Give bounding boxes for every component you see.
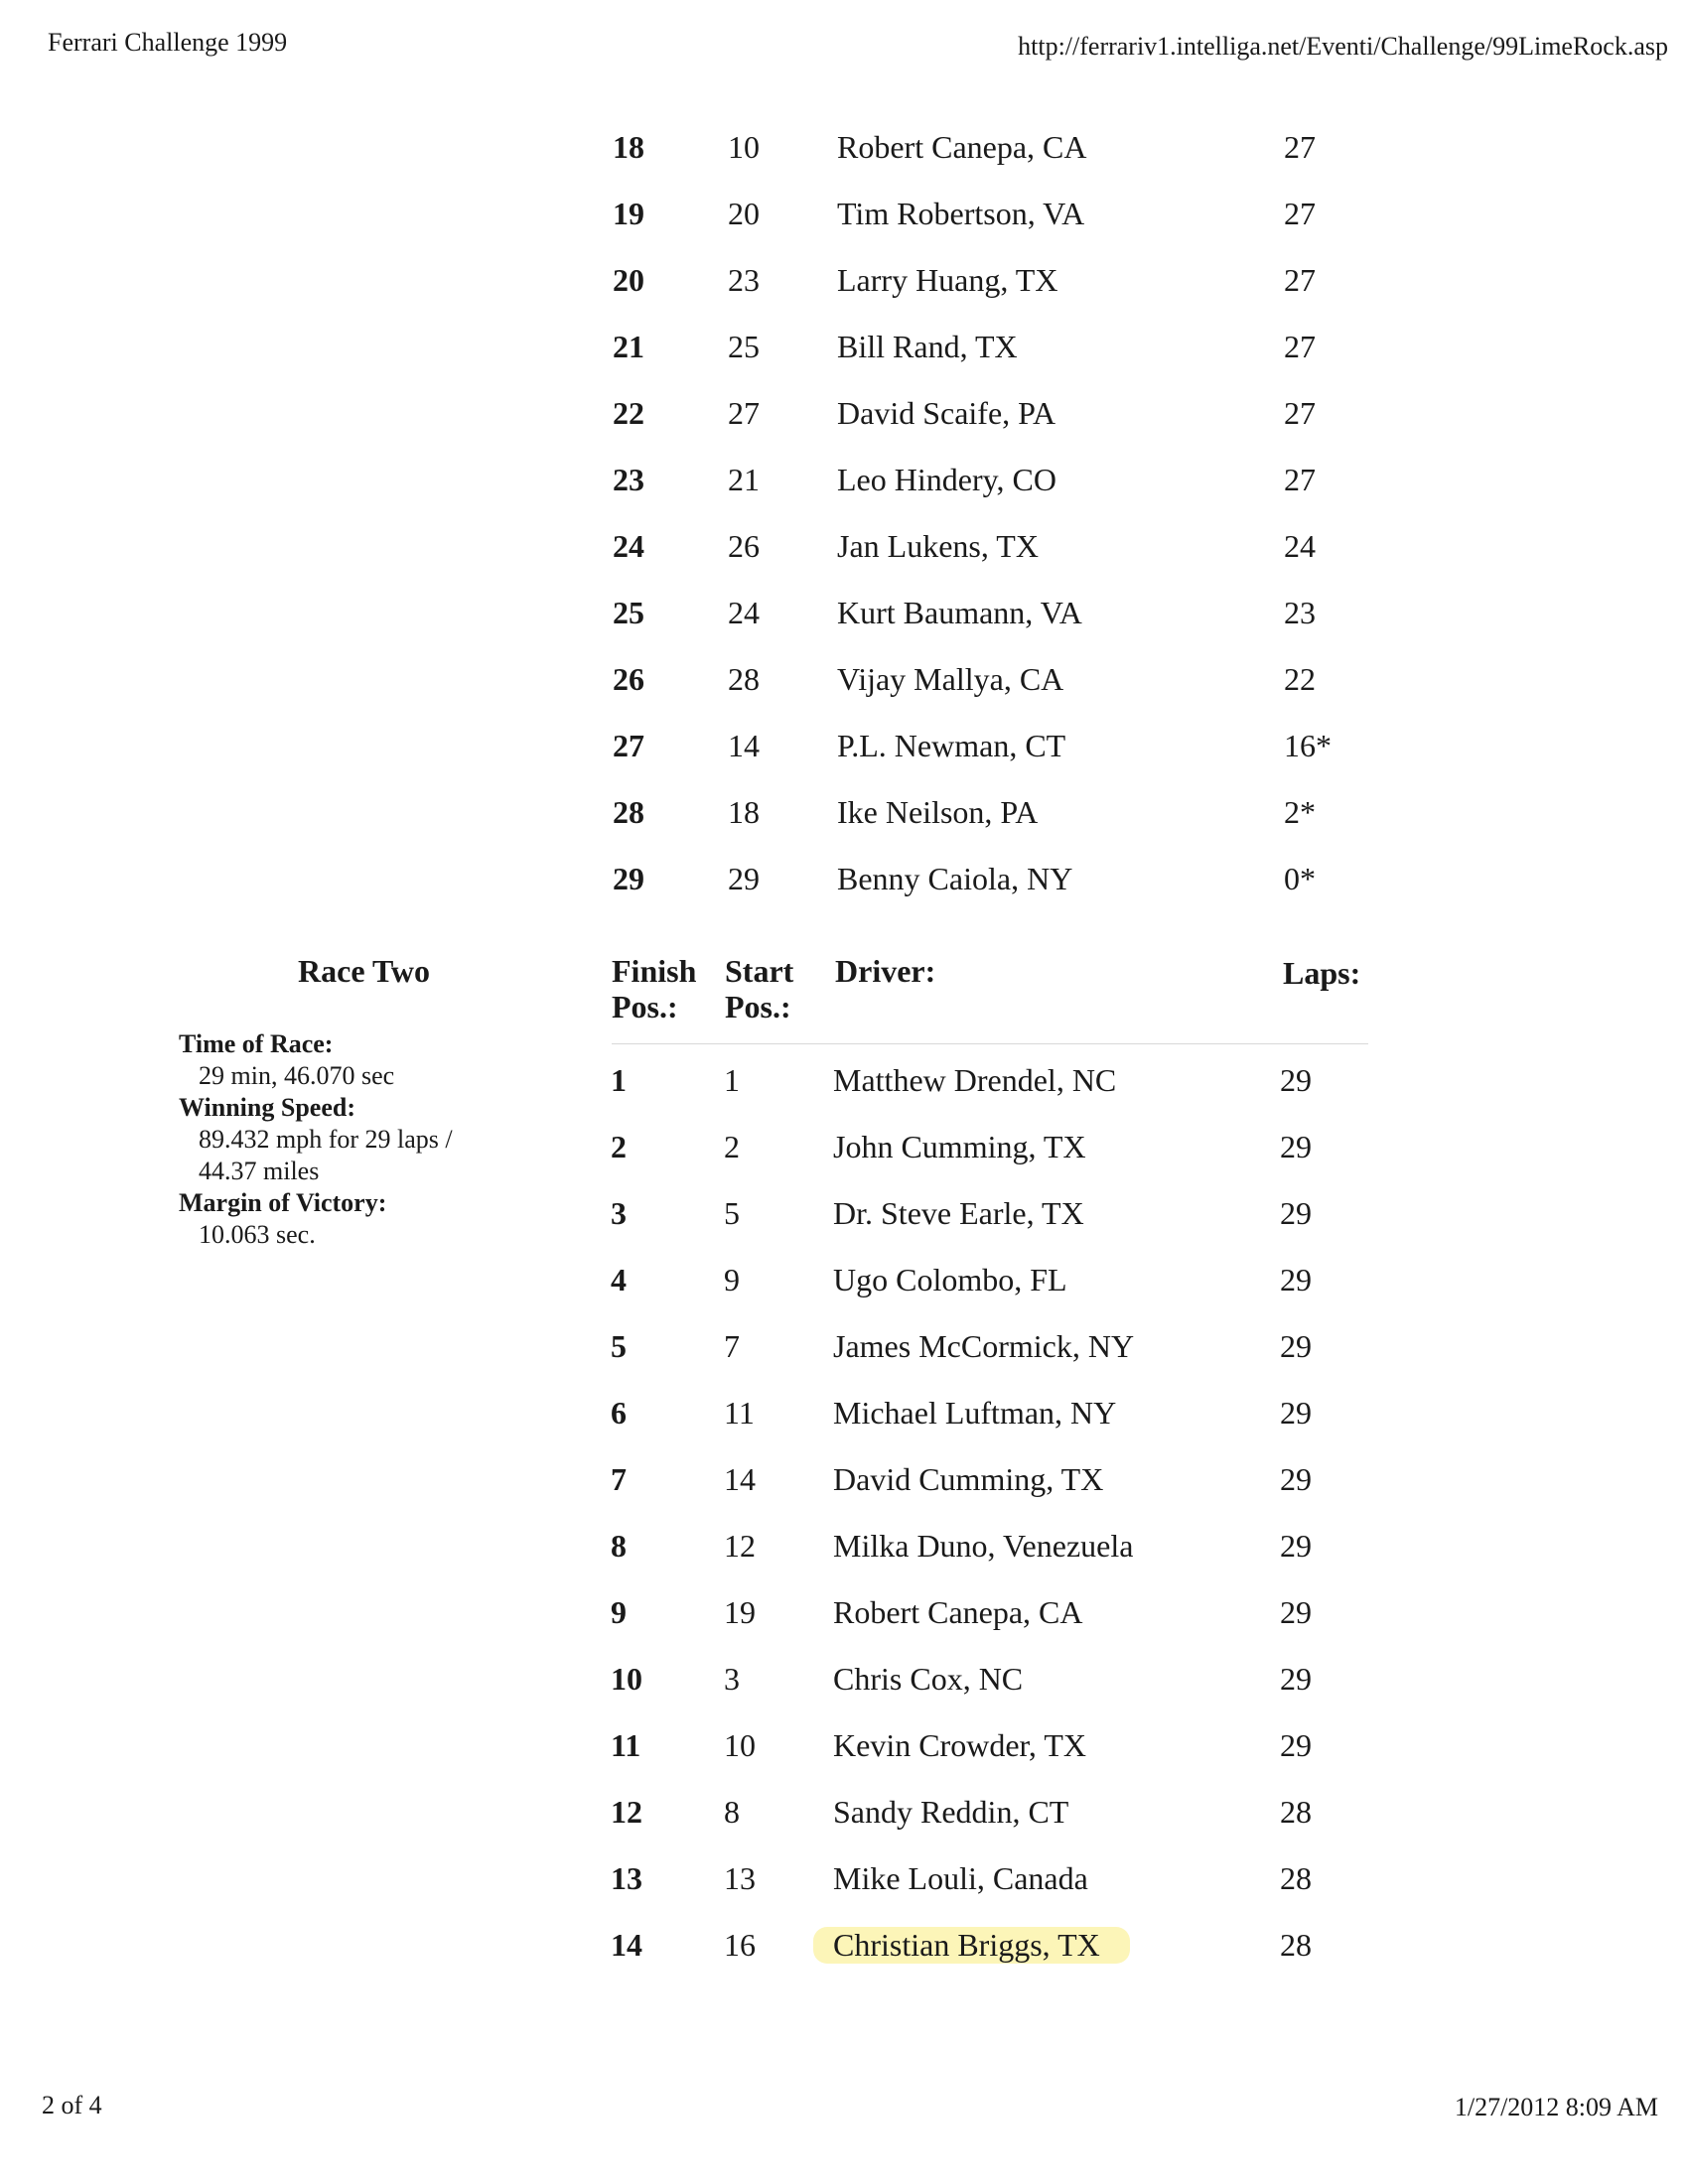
table-row	[0, 1062, 1688, 1128]
table-row	[0, 528, 1688, 594]
laps: 24	[1284, 528, 1316, 564]
laps: 29	[1280, 1129, 1312, 1164]
column-header-start-line2: Pos.:	[725, 989, 791, 1024]
driver-name: Ike Neilson, PA	[837, 794, 1039, 830]
start-pos: 29	[728, 861, 760, 896]
column-header-finish	[612, 953, 696, 1024]
column-header-start	[725, 953, 793, 1024]
finish-pos: 13	[611, 1860, 642, 1896]
start-pos: 20	[728, 196, 760, 231]
start-pos: 14	[724, 1461, 756, 1497]
table-row	[0, 1129, 1688, 1194]
finish-pos: 28	[613, 794, 644, 830]
header-divider	[612, 1043, 1368, 1044]
table-row	[0, 1528, 1688, 1593]
finish-pos: 10	[611, 1661, 642, 1697]
laps: 27	[1284, 395, 1316, 431]
column-header-laps: Laps:	[1283, 955, 1361, 991]
print-header-title: Ferrari Challenge 1999	[48, 28, 288, 57]
table-row	[0, 794, 1688, 860]
start-pos: 28	[728, 661, 760, 697]
laps: 27	[1284, 129, 1316, 165]
laps: 27	[1284, 329, 1316, 364]
margin-of-victory-value: 10.063 sec.	[199, 1220, 316, 1249]
driver-name: Mike Louli, Canada	[833, 1860, 1088, 1896]
driver-name: Dr. Steve Earle, TX	[833, 1195, 1084, 1231]
driver-name: Vijay Mallya, CA	[837, 661, 1064, 697]
margin-of-victory-label: Margin of Victory:	[179, 1188, 387, 1217]
laps: 29	[1280, 1594, 1312, 1630]
start-pos: 2	[724, 1129, 740, 1164]
start-pos: 12	[724, 1528, 756, 1564]
driver-name: Sandy Reddin, CT	[833, 1794, 1069, 1830]
start-pos: 26	[728, 528, 760, 564]
driver-name: Benny Caiola, NY	[837, 861, 1073, 896]
table-row	[0, 1262, 1688, 1327]
laps: 27	[1284, 196, 1316, 231]
table-row	[0, 1395, 1688, 1460]
column-header-driver: Driver:	[835, 953, 936, 989]
race-two-title: Race Two	[298, 953, 431, 989]
start-pos: 3	[724, 1661, 740, 1697]
finish-pos: 22	[613, 395, 644, 431]
table-row	[0, 1594, 1688, 1660]
start-pos: 10	[728, 129, 760, 165]
driver-name: Robert Canepa, CA	[837, 129, 1087, 165]
driver-name: Tim Robertson, VA	[837, 196, 1085, 231]
laps: 28	[1280, 1927, 1312, 1963]
start-pos: 21	[728, 462, 760, 497]
finish-pos: 23	[613, 462, 644, 497]
table-row	[0, 595, 1688, 660]
start-pos: 19	[724, 1594, 756, 1630]
table-row	[0, 196, 1688, 261]
finish-pos: 20	[613, 262, 644, 298]
start-pos: 24	[728, 595, 760, 630]
laps: 29	[1280, 1395, 1312, 1431]
laps: 2*	[1284, 794, 1316, 830]
finish-pos: 7	[611, 1461, 627, 1497]
finish-pos: 24	[613, 528, 644, 564]
laps: 29	[1280, 1661, 1312, 1697]
laps: 28	[1280, 1794, 1312, 1830]
laps: 28	[1280, 1860, 1312, 1896]
table-row	[0, 728, 1688, 793]
laps: 29	[1280, 1328, 1312, 1364]
column-header-finish-line2: Pos.:	[612, 989, 678, 1024]
start-pos: 10	[724, 1727, 756, 1763]
finish-pos: 12	[611, 1794, 642, 1830]
table-row	[0, 1195, 1688, 1261]
table-row	[0, 462, 1688, 527]
driver-name: Kurt Baumann, VA	[837, 595, 1082, 630]
laps: 29	[1280, 1727, 1312, 1763]
laps: 29	[1280, 1062, 1312, 1098]
start-pos: 25	[728, 329, 760, 364]
winning-speed-label: Winning Speed:	[179, 1093, 355, 1122]
table-row	[0, 1727, 1688, 1793]
table-row	[0, 262, 1688, 328]
start-pos: 23	[728, 262, 760, 298]
start-pos: 9	[724, 1262, 740, 1297]
driver-name: Jan Lukens, TX	[837, 528, 1039, 564]
driver-name: Chris Cox, NC	[833, 1661, 1024, 1697]
page-number: 2 of 4	[42, 2091, 102, 2119]
driver-name: Bill Rand, TX	[837, 329, 1018, 364]
finish-pos: 3	[611, 1195, 627, 1231]
table-row	[0, 129, 1688, 195]
driver-name: Michael Luftman, NY	[833, 1395, 1117, 1431]
driver-name: Ugo Colombo, FL	[833, 1262, 1067, 1297]
start-pos: 8	[724, 1794, 740, 1830]
finish-pos: 14	[611, 1927, 642, 1963]
finish-pos: 2	[611, 1129, 627, 1164]
finish-pos: 6	[611, 1395, 627, 1431]
time-of-race-label: Time of Race:	[179, 1029, 334, 1058]
finish-pos: 1	[611, 1062, 627, 1098]
table-row	[0, 1794, 1688, 1859]
start-pos: 5	[724, 1195, 740, 1231]
table-row	[0, 1661, 1688, 1726]
driver-name: Milka Duno, Venezuela	[833, 1528, 1134, 1564]
finish-pos: 18	[613, 129, 644, 165]
table-row	[0, 861, 1688, 926]
winning-speed-value: 89.432 mph for 29 laps /	[199, 1125, 453, 1154]
print-timestamp: 1/27/2012 8:09 AM	[1454, 2093, 1658, 2121]
table-row	[0, 661, 1688, 727]
finish-pos: 4	[611, 1262, 627, 1297]
start-pos: 27	[728, 395, 760, 431]
finish-pos: 26	[613, 661, 644, 697]
driver-name: Robert Canepa, CA	[833, 1594, 1083, 1630]
laps: 29	[1280, 1461, 1312, 1497]
driver-name: P.L. Newman, CT	[837, 728, 1066, 763]
start-pos: 1	[724, 1062, 740, 1098]
finish-pos: 5	[611, 1328, 627, 1364]
driver-name: Matthew Drendel, NC	[833, 1062, 1117, 1098]
driver-name: Leo Hindery, CO	[837, 462, 1056, 497]
laps: 29	[1280, 1262, 1312, 1297]
finish-pos: 19	[613, 196, 644, 231]
driver-name: James McCormick, NY	[833, 1328, 1135, 1364]
driver-name: David Scaife, PA	[837, 395, 1056, 431]
start-pos: 13	[724, 1860, 756, 1896]
laps: 22	[1284, 661, 1316, 697]
laps: 23	[1284, 595, 1316, 630]
column-header-finish-line1: Finish	[612, 953, 697, 989]
start-pos: 14	[728, 728, 760, 763]
finish-pos: 29	[613, 861, 644, 896]
table-row	[0, 1328, 1688, 1394]
column-header-start-line1: Start	[725, 953, 794, 989]
driver-name-highlighted: Christian Briggs, TX	[813, 1927, 1130, 1964]
finish-pos: 11	[611, 1727, 641, 1763]
start-pos: 18	[728, 794, 760, 830]
start-pos: 16	[724, 1927, 756, 1963]
start-pos: 11	[724, 1395, 755, 1431]
finish-pos: 9	[611, 1594, 627, 1630]
start-pos: 7	[724, 1328, 740, 1364]
laps: 27	[1284, 462, 1316, 497]
driver-name: David Cumming, TX	[833, 1461, 1104, 1497]
finish-pos: 27	[613, 728, 644, 763]
laps: 0*	[1284, 861, 1316, 896]
laps: 29	[1280, 1195, 1312, 1231]
laps: 16*	[1284, 728, 1332, 763]
driver-name: Larry Huang, TX	[837, 262, 1058, 298]
table-row	[0, 1461, 1688, 1527]
table-row	[0, 1860, 1688, 1926]
table-row	[0, 395, 1688, 461]
winning-distance-value: 44.37 miles	[199, 1157, 320, 1185]
driver-name: Kevin Crowder, TX	[833, 1727, 1086, 1763]
finish-pos: 8	[611, 1528, 627, 1564]
laps: 27	[1284, 262, 1316, 298]
driver-name: John Cumming, TX	[833, 1129, 1086, 1164]
finish-pos: 25	[613, 595, 644, 630]
time-of-race-value: 29 min, 46.070 sec	[199, 1061, 395, 1090]
laps: 29	[1280, 1528, 1312, 1564]
table-row	[0, 1927, 1688, 1992]
print-header-url: http://ferrariv1.intelliga.net/Eventi/Challenge/99LimeRock.asp	[1018, 32, 1668, 61]
table-row	[0, 329, 1688, 394]
finish-pos: 21	[613, 329, 644, 364]
